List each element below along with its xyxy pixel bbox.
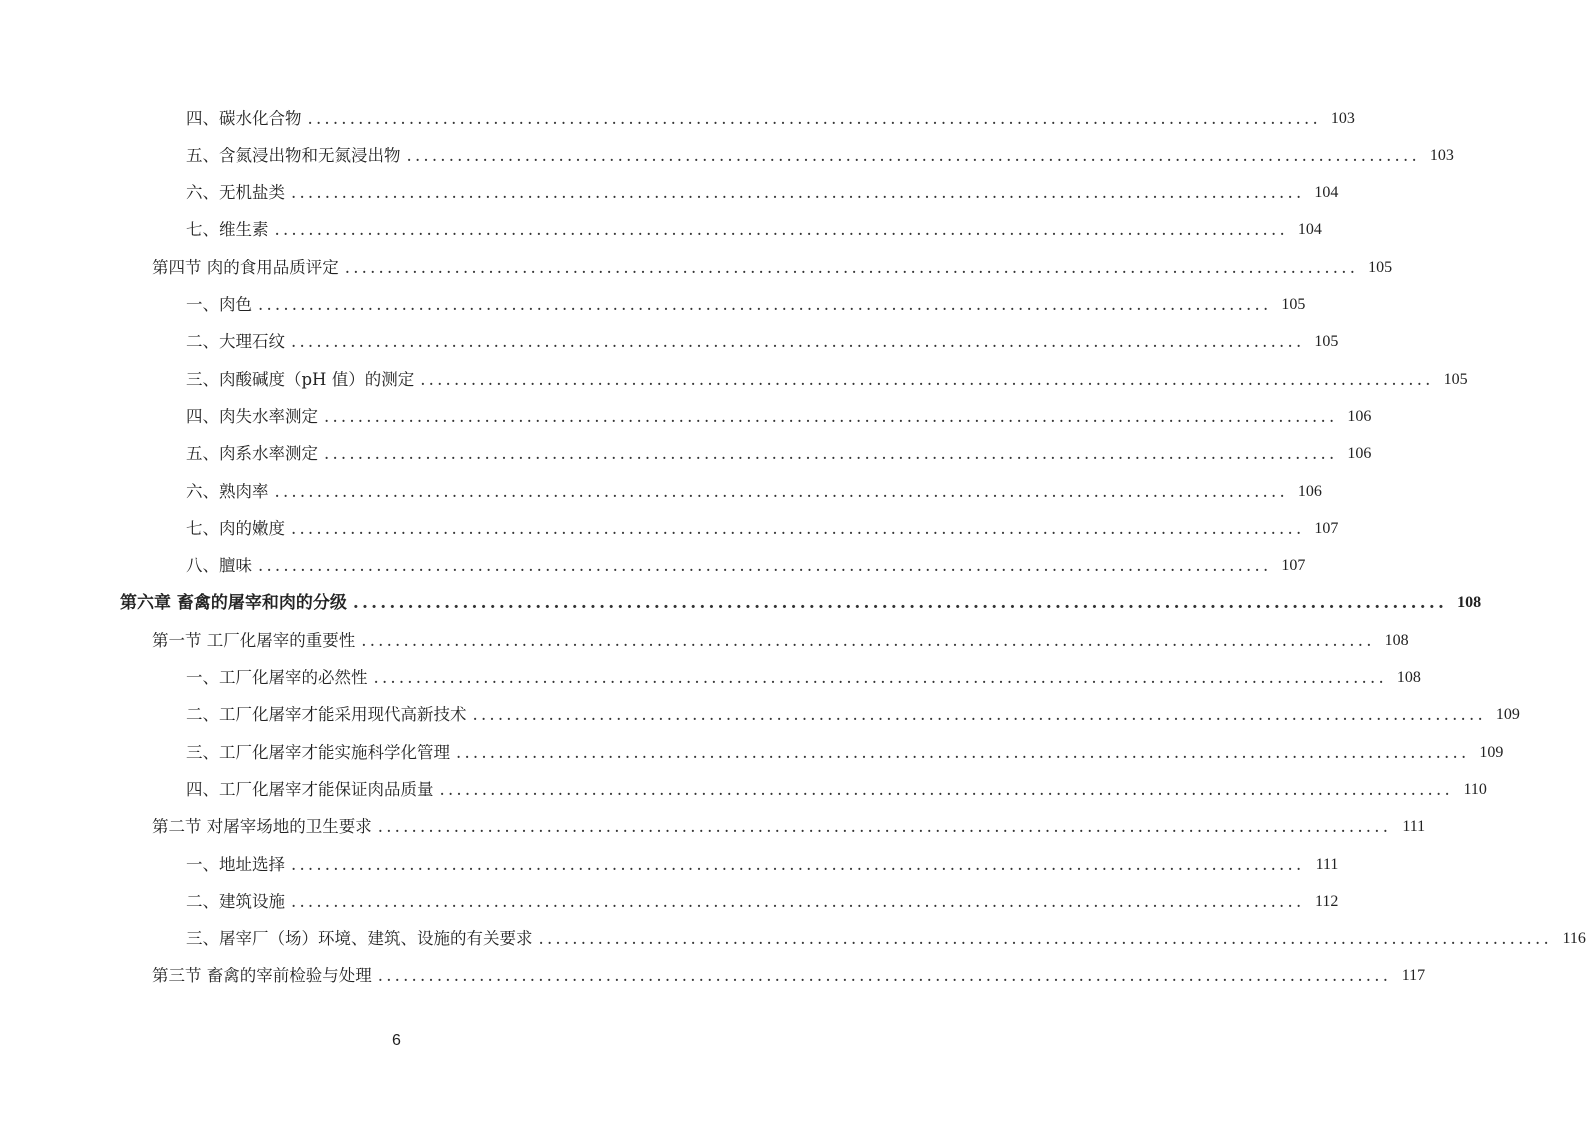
toc-entry[interactable] <box>186 883 1339 920</box>
toc-entry[interactable] <box>186 361 1468 398</box>
dot-leader: ........................................................................................................................ <box>538 929 1552 949</box>
dot-leader: ........................................................................................................................ <box>406 145 1420 165</box>
toc-entry-page: 106 <box>1347 445 1372 463</box>
toc-entry-label: 一、地址选择 <box>186 854 285 874</box>
dot-leader: ........................................................................................................................ <box>324 406 1338 426</box>
dot-leader: ........................................................................................................................ <box>258 556 1272 576</box>
toc-entry-page: 111 <box>1315 855 1339 873</box>
toc-entry[interactable] <box>186 660 1421 697</box>
dot-leader: ........................................................................................................................ <box>439 779 1453 799</box>
toc-entry-page: 108 <box>1384 631 1409 649</box>
toc-entry-label: 第一节 工厂化屠宰的重要性 <box>152 630 356 650</box>
toc-entry[interactable] <box>186 771 1487 808</box>
toc-entry-page: 106 <box>1347 407 1372 425</box>
toc-entry-label: 四、碳水化合物 <box>186 108 302 128</box>
toc-entry[interactable] <box>152 622 1409 659</box>
toc-entry-page: 106 <box>1297 482 1322 500</box>
toc-entry-label: 四、肉失水率测定 <box>186 406 318 426</box>
dot-leader: ........................................................................................................................ <box>377 966 1392 986</box>
toc-entry-page: 112 <box>1314 892 1339 910</box>
dot-leader: ........................................................................................................................ <box>361 630 1375 650</box>
toc-entry-label: 三、工厂化屠宰才能实施科学化管理 <box>186 742 450 762</box>
toc-entry-page: 104 <box>1297 221 1322 239</box>
toc-entry-page: 111 <box>1402 818 1426 836</box>
dot-leader: ........................................................................................................................ <box>274 481 1288 501</box>
toc-entry[interactable] <box>186 100 1355 137</box>
toc-entry-label: 七、肉的嫩度 <box>186 518 285 538</box>
toc-entry[interactable] <box>186 436 1372 473</box>
toc-entry-label: 三、屠宰厂（场）环境、建筑、设施的有关要求 <box>186 929 533 949</box>
toc-entry-label: 第三节 畜禽的宰前检验与处理 <box>152 966 372 986</box>
toc-entry-page: 107 <box>1314 519 1339 537</box>
toc-entry-page: 104 <box>1314 184 1339 202</box>
dot-leader: ........................................................................................................................ <box>352 593 1448 614</box>
toc-entry[interactable] <box>186 287 1306 324</box>
toc-entry-page: 116 <box>1562 930 1586 948</box>
toc-entry[interactable] <box>186 473 1322 510</box>
toc-entry[interactable] <box>186 510 1339 547</box>
toc-entry[interactable] <box>152 809 1426 846</box>
toc-entry-page: 105 <box>1314 333 1339 351</box>
dot-leader: ........................................................................................................................ <box>274 220 1288 240</box>
dot-leader: ........................................................................................................................ <box>291 518 1305 538</box>
toc-entry-page: 108 <box>1457 594 1482 612</box>
toc-entry[interactable] <box>186 398 1372 435</box>
dot-leader: ........................................................................................................................ <box>344 257 1359 277</box>
toc-entry[interactable] <box>186 212 1322 249</box>
toc-entry-page: 103 <box>1429 146 1454 164</box>
toc-entry-page: 103 <box>1330 109 1355 127</box>
dot-leader: ........................................................................................................................ <box>456 742 1470 762</box>
dot-leader: ........................................................................................................................ <box>324 444 1338 464</box>
dot-leader: ........................................................................................................................ <box>377 817 1392 837</box>
toc-entry-label: 第二节 对屠宰场地的卫生要求 <box>152 817 372 837</box>
toc-entry-page: 109 <box>1479 743 1504 761</box>
toc-entry[interactable] <box>186 697 1520 734</box>
toc-entry[interactable] <box>186 324 1339 361</box>
toc-entry[interactable] <box>120 585 1482 622</box>
toc-entry-label: 六、熟肉率 <box>186 481 269 501</box>
toc-entry-label: 八、膻味 <box>186 556 252 576</box>
toc-entry-label: 六、无机盐类 <box>186 183 285 203</box>
toc-entry-label: 二、大理石纹 <box>186 332 285 352</box>
toc-entry[interactable] <box>186 137 1454 174</box>
dot-leader: ........................................................................................................................ <box>420 369 1434 389</box>
dot-leader: ........................................................................................................................ <box>291 854 1305 874</box>
toc-entry-page: 117 <box>1401 967 1426 985</box>
toc-entry-label: 一、肉色 <box>186 295 252 314</box>
toc-entry-label: 七、维生素 <box>186 220 269 240</box>
dot-leader: ........................................................................................................................ <box>291 332 1305 352</box>
toc-entry[interactable] <box>186 548 1306 585</box>
dot-leader: ........................................................................................................................ <box>258 295 1272 314</box>
dot-leader: ........................................................................................................................ <box>291 183 1305 203</box>
dot-leader: ........................................................................................................................ <box>472 705 1486 725</box>
toc-entry-label: 三、肉酸碱度（pH 值）的测定 <box>186 369 415 389</box>
toc-entry-page: 105 <box>1281 296 1306 313</box>
toc-entry[interactable] <box>186 734 1504 771</box>
toc-entry-page: 109 <box>1495 706 1520 724</box>
toc-entry-page: 110 <box>1463 780 1487 798</box>
toc-entry[interactable] <box>186 175 1339 212</box>
dot-leader: ........................................................................................................................ <box>291 891 1305 911</box>
toc-entry-label: 第四节 肉的食用品质评定 <box>152 257 339 277</box>
toc-entry-page: 105 <box>1368 258 1393 276</box>
toc-entry[interactable] <box>186 846 1339 883</box>
toc-entry[interactable] <box>152 249 1393 286</box>
toc-entry-page: 107 <box>1281 557 1306 575</box>
toc-entry-page: 108 <box>1396 669 1421 686</box>
toc-entry-label: 四、工厂化屠宰才能保证肉品质量 <box>186 779 434 799</box>
dot-leader: ........................................................................................................................ <box>307 108 1321 128</box>
dot-leader: ........................................................................................................................ <box>373 668 1387 687</box>
toc-entry[interactable] <box>186 921 1586 958</box>
toc-entry-label: 五、含氮浸出物和无氮浸出物 <box>186 145 401 165</box>
toc-entry-label: 第六章 畜禽的屠宰和肉的分级 <box>120 593 347 614</box>
toc-entry-label: 二、工厂化屠宰才能采用现代高新技术 <box>186 705 467 725</box>
page-number: 6 <box>392 1032 401 1049</box>
toc-entry-label: 五、肉系水率测定 <box>186 444 318 464</box>
toc-entry[interactable] <box>152 958 1426 995</box>
toc-entry-page: 105 <box>1443 370 1468 388</box>
toc-entry-label: 二、建筑设施 <box>186 891 285 911</box>
toc-entry-label: 一、工厂化屠宰的必然性 <box>186 668 368 687</box>
